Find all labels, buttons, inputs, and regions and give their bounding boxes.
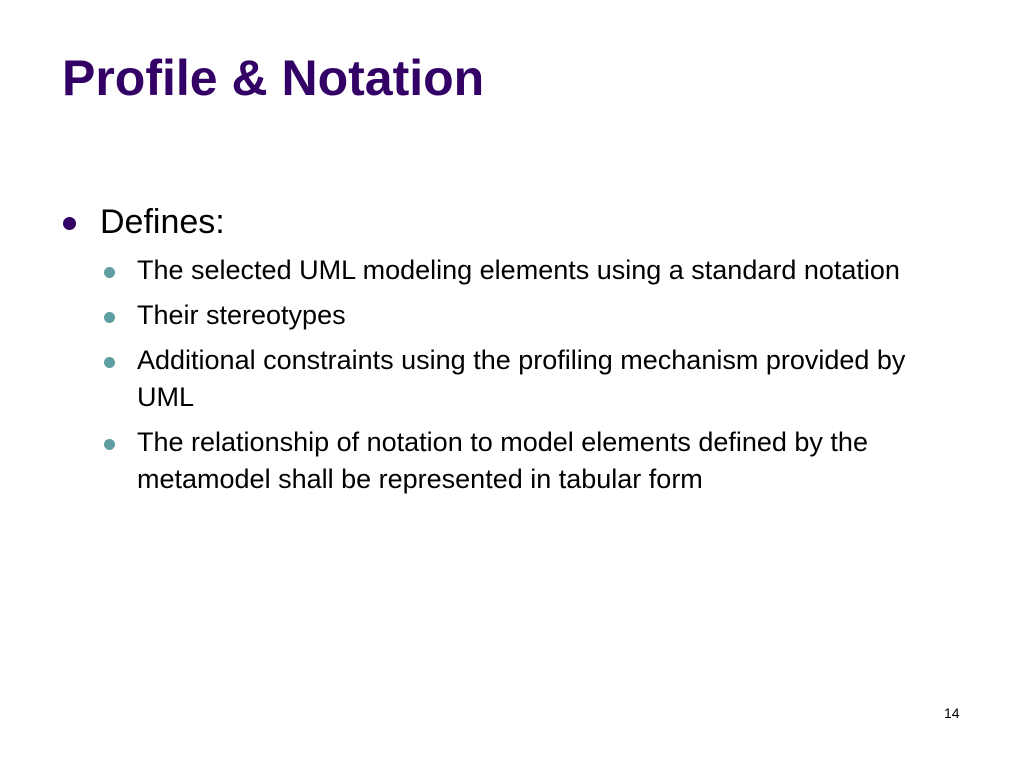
sub-bullet-text: The selected UML modeling elements using a standard notation: [137, 255, 900, 285]
sub-bullet-item: [104, 297, 964, 334]
sub-bullet-text: Additional constraints using the profiling mechanism provided by UML: [137, 345, 906, 412]
sub-bullet-list: [104, 252, 964, 506]
slide-title: Profile & Notation: [62, 50, 485, 106]
sub-bullet-item: [104, 342, 964, 416]
sub-bullet-dot-icon: [104, 267, 115, 278]
sub-bullet-dot-icon: [104, 357, 115, 368]
sub-bullet-item: [104, 252, 964, 289]
sub-bullet-text: The relationship of notation to model elements defined by the metamodel shall be represented in tabular form: [137, 427, 868, 494]
bullet-level1: Defines:: [100, 203, 225, 241]
bullet-dot-icon: [63, 217, 76, 230]
page-number: 14: [944, 705, 960, 721]
sub-bullet-dot-icon: [104, 439, 115, 450]
sub-bullet-item: [104, 424, 964, 498]
sub-bullet-text: Their stereotypes: [137, 300, 346, 330]
sub-bullet-dot-icon: [104, 312, 115, 323]
